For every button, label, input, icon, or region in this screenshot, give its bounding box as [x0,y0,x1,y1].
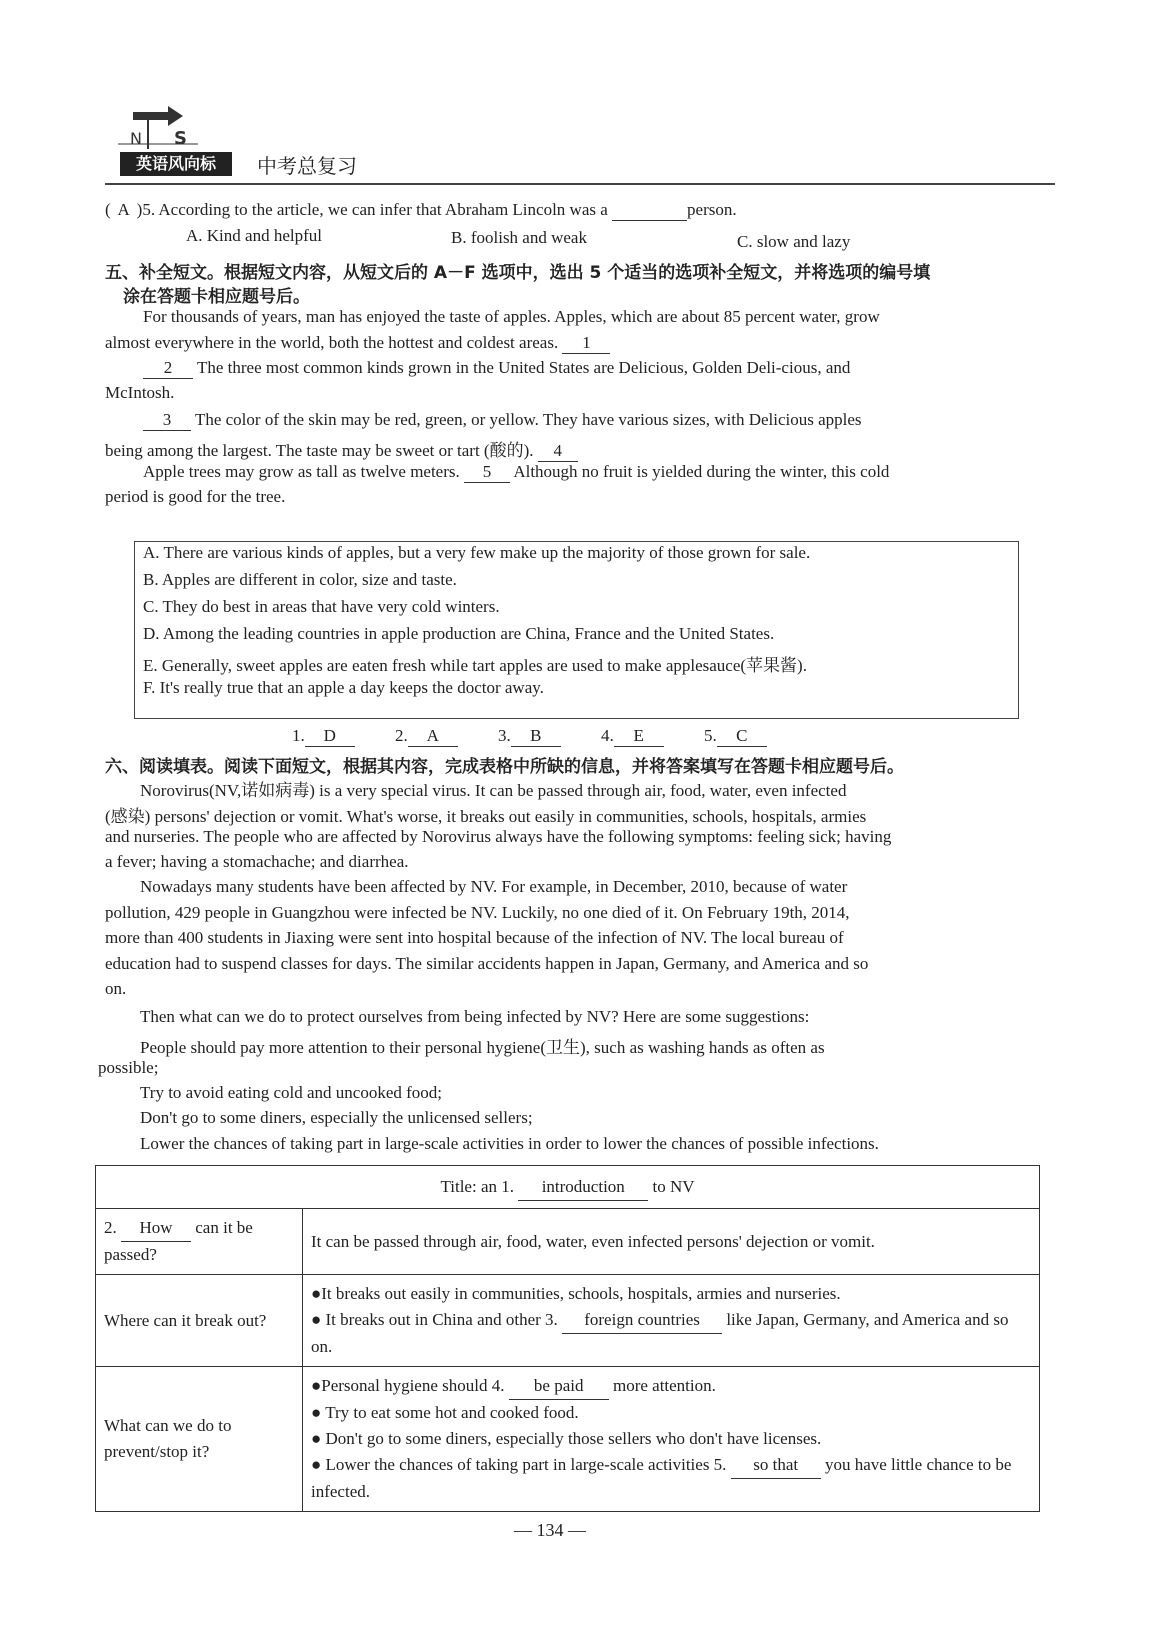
s6-line: possible; [98,1058,159,1077]
header-rule [105,183,1055,185]
s6-line: Lower the chances of taking part in large-scale activities in order to lower the chances of possible infections. [140,1134,879,1153]
s6-line: Then what can we do to protect ourselves from being infected by NV? Here are some suggestions: [140,1007,810,1026]
answer-row: 1. D 2. A 3. B 4. E 5. C [292,726,767,747]
s6-line: a fever; having a stomachache; and diarrhea. [105,852,409,871]
header-logo [108,104,208,154]
table-blank-1: introduction [518,1174,648,1201]
answer-1: D [305,726,355,747]
table-blank-4: be paid [509,1373,609,1400]
table-row: Where can it break out? ●It breaks out easily in communities, schools, hospitals, armies and nurseries. ● It breaks out in China and other 3. foreign countries like Japan, Germany, and America and so on. [96,1275,1040,1367]
blank-2: 2 [143,358,193,379]
s5-p4: Apple trees may grow as tall as twelve meters. 5 Although no fruit is yielded during the winter, this cold [143,462,890,481]
table-blank-3: foreign countries [562,1307,722,1334]
s6-line: People should pay more attention to their personal hygiene(卫生), such as washing hands as often as [140,1038,825,1057]
blank-4: 4 [538,441,578,462]
s5-p1: For thousands of years, man has enjoyed the taste of apples. Apples, which are about 85 percent water, grow [143,307,880,326]
svg-text:N: N [130,129,142,148]
s6-line: Don't go to some diners, especially the unlicensed sellers; [140,1108,533,1127]
q5-option-a: A. Kind and helpful [186,226,322,245]
option-b: B. Apples are different in color, size and taste. [143,570,457,589]
weathervane-icon [108,104,208,154]
section6-heading: 六、阅读填表。阅读下面短文，根据其内容，完成表格中所缺的信息，并将答案填写在答题卡相应题号后。 [105,757,904,777]
q5-option-b: B. foolish and weak [451,228,587,247]
answer-3: B [511,726,561,747]
s5-p3: 3 The color of the skin may be red, green, or yellow. They have various sizes, with Delicious apples [143,410,862,431]
s6-line: Try to avoid eating cold and uncooked food; [140,1083,443,1102]
page-number: — 134 — [514,1520,586,1540]
option-c: C. They do best in areas that have very cold winters. [143,597,500,616]
section5-heading-cont: 涂在答题卡相应题号后。 [123,287,310,307]
s6-line: more than 400 students in Jiaxing were sent into hospital because of the infection of NV. The local bureau of [105,928,844,947]
s5-p1b: almost everywhere in the world, both the hottest and coldest areas. 1 [105,333,610,354]
s6-line: pollution, 429 people in Guangzhou were infected be NV. Luckily, no one died of it. On February 19th, 2014, [105,903,850,922]
option-d: D. Among the leading countries in apple production are China, France and the United States. [143,624,775,643]
section5-heading: 五、补全短文。根据短文内容，从短文后的 A－F 选项中，选出 5 个适当的选项补全短文，并将选项的编号填 [105,263,931,283]
q5-question: ( A )5. According to the article, we can infer that Abraham Lincoln was a person. [105,200,737,219]
option-a: A. There are various kinds of apples, but a very few make up the majority of those grown for sale. [143,543,811,562]
s6-line: on. [105,979,127,998]
answer-4: E [614,726,664,747]
blank-1: 1 [562,333,610,354]
options-box [134,541,1019,719]
table-blank-2: How [121,1215,191,1242]
brand-badge: 英语风向标 [120,152,232,176]
table-title-row: Title: an 1. introduction to NV [96,1166,1040,1209]
s6-line: education had to suspend classes for days. The similar accidents happen in Japan, Germany, and America and so [105,954,869,973]
table-row: What can we do to prevent/stop it? ●Personal hygiene should 4. be paid more attention. ● Try to eat some hot and cooked food. ● Don't go to some diners, especially those sellers who don't have licenses. ● Lower the chances of taking part in large-scale activities 5. so that you have little chance to be infected. [96,1367,1040,1512]
s5-p3b: being among the largest. The taste may be sweet or tart (酸的). 4 [105,436,578,462]
table-row: 2. How can it be passed? It can be passed through air, food, water, even infected persons' dejection or vomit. [96,1209,1040,1275]
answer-5: C [717,726,767,747]
s6-line: and nurseries. The people who are affected by Norovirus always have the following symptoms: feeling sick; having [105,827,892,846]
s5-p4b: period is good for the tree. [105,487,286,506]
answer-2: A [408,726,458,747]
blank-3: 3 [143,410,191,431]
s6-line: Norovirus(NV,诺如病毒) is a very special virus. It can be passed through air, food, water, even infected [140,781,847,800]
blank-5: 5 [464,462,510,483]
q5-option-c: C. slow and lazy [737,232,851,251]
q5-answer: A [117,200,130,219]
s6-line: (感染) persons' dejection or vomit. What's worse, it breaks out easily in communities, schools, hospitals, armies [105,807,867,826]
table-blank-5: so that [731,1452,821,1479]
info-table [95,1165,1040,1512]
logo-letter: S [174,128,187,149]
s6-line: Nowadays many students have been affected by NV. For example, in December, 2010, because of water [140,877,848,896]
s5-p2b: McIntosh. [105,383,175,402]
header-subtitle: 中考总复习 [257,154,357,178]
option-f: F. It's really true that an apple a day keeps the doctor away. [143,678,544,697]
option-e: E. Generally, sweet apples are eaten fresh while tart apples are used to make applesauce(苹果酱). [143,656,807,675]
s5-p2: 2 The three most common kinds grown in the United States are Delicious, Golden Deli-cious, and [143,358,850,379]
